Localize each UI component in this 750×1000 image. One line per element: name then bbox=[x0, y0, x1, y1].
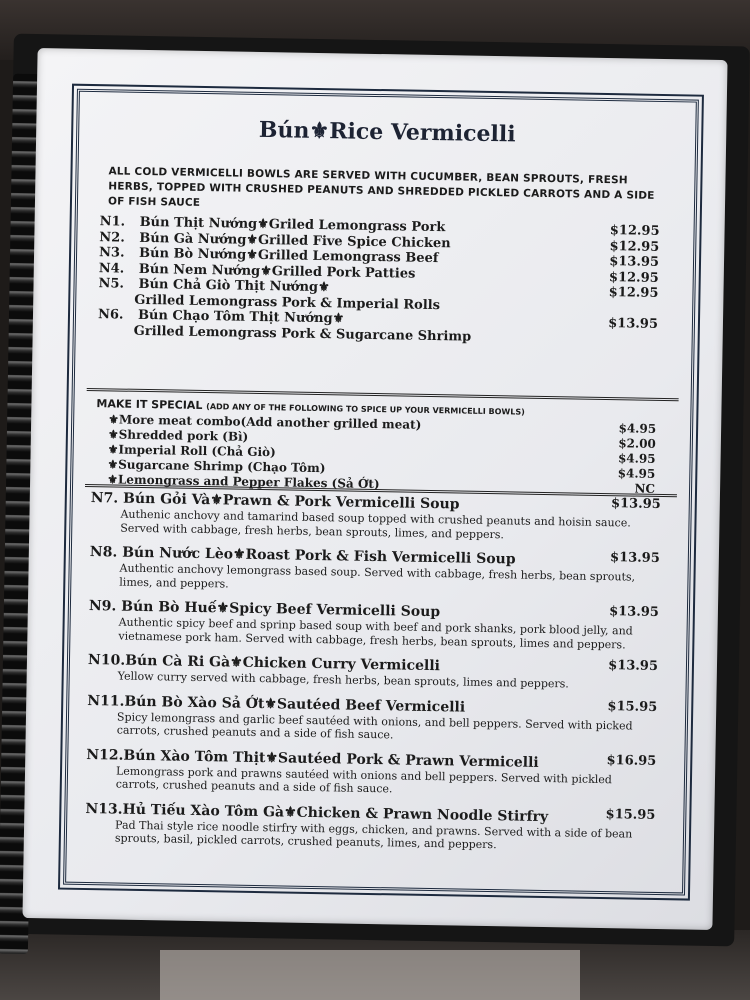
menu-binder bbox=[0, 34, 750, 947]
item-name: N11.Bún Bò Xào Sả Ớt⚜Sautéed Beef Vermicelli bbox=[87, 692, 466, 716]
item-code bbox=[98, 323, 138, 324]
menu-intro: ALL COLD VERMICELLI BOWLS ARE SERVED WITH CUCUMBER, BEAN SPROUTS, FRESH HERBS, TOPPED WITH CRUSHED PEANUTS AND SHREDDED PICKLED CARROTS AND A SIDE OF FISH SAUCE bbox=[107, 165, 655, 209]
floor-area bbox=[160, 950, 580, 1000]
item-price: $12.95 bbox=[609, 238, 660, 255]
item-code: N6. bbox=[97, 307, 124, 323]
add-on-name: ⚜More meat combo(Add another grilled meat) bbox=[108, 412, 422, 432]
item-price: $15.95 bbox=[605, 806, 656, 823]
item-name: Bún Nem Nướng⚜Grilled Pork Patties bbox=[138, 261, 416, 282]
fleur-de-lis-icon: ⚜ bbox=[309, 117, 330, 145]
vermicelli-bowl-list bbox=[98, 214, 660, 348]
add-on-price: $2.00 bbox=[618, 436, 656, 451]
item-name: N9. Bún Bò Huế⚜Spicy Beef Vermicelli Soup bbox=[88, 598, 441, 621]
add-on-name: ⚜Shredded pork (Bì) bbox=[107, 427, 249, 444]
menu-page bbox=[63, 89, 699, 896]
add-on-price: $4.95 bbox=[617, 451, 656, 466]
plastic-sleeve bbox=[22, 48, 727, 930]
special-title: MAKE IT SPECIAL bbox=[96, 397, 203, 412]
item-code: N3. bbox=[98, 245, 125, 261]
item-price: $13.95 bbox=[609, 254, 660, 270]
item-code bbox=[98, 292, 138, 293]
item-price: $15.95 bbox=[607, 698, 658, 715]
item-description: Authenic anchovy and tamarind based soup topped with crushed peanuts and hoisin sauce. Served with cabbage, fresh herbs, bean sprouts, limes, and peppers. bbox=[120, 507, 631, 541]
item-price: $12.95 bbox=[608, 285, 659, 301]
add-on-list bbox=[95, 412, 656, 497]
item-name: Bún Thịt Nướng⚜Griled Lemongrass Pork bbox=[139, 214, 446, 236]
item-description: Yellow curry served with cabbage, fresh herbs, bean sprouts, limes and peppers. bbox=[117, 669, 569, 691]
item-name: N7. Bún Gỏi Và⚜Prawn & Pork Vermicelli Soup bbox=[90, 490, 460, 513]
item-description: Authentic spicy beef and sprinp based soup with beef and pork shanks, pork blood jelly, and vietnamese pork ham. Served with cabbage, fresh herbs, bean sprouts, limes and peppers. bbox=[118, 615, 633, 651]
menu-title bbox=[79, 114, 695, 151]
menu-item bbox=[88, 598, 659, 652]
item-name: N13.Hủ Tiếu Xào Tôm Gà⚜Chicken & Prawn Noodle Stirfry bbox=[85, 800, 549, 825]
item-code: N4. bbox=[98, 260, 125, 277]
item-name: Bún Chạo Tôm Thịt Nướng⚜ bbox=[137, 307, 345, 327]
item-name: Bún Chả Giò Thịt Nướng⚜ bbox=[138, 276, 330, 296]
item-description: Authentic anchovy lemongrass based soup. Served with cabbage, fresh herbs, bean sprouts, limes, and peppers. bbox=[119, 561, 636, 590]
item-name: N8. Bún Nước Lèo⚜Roast Pork & Fish Vermicelli Soup bbox=[89, 544, 516, 568]
item-name: Bún Gà Nướng⚜Grilled Five Spice Chicken bbox=[139, 230, 451, 251]
add-on-price: NC bbox=[634, 481, 656, 496]
soup-and-stirfry-list bbox=[85, 490, 661, 864]
title-english: Rice Vermicelli bbox=[328, 118, 516, 148]
item-price: $13.95 bbox=[609, 550, 660, 566]
item-description: Lemongrass pork and prawns sautéed with onions and bell peppers. Served with pickled carrots, crushed peanuts and a side of fish sauce. bbox=[115, 764, 613, 796]
menu-item bbox=[88, 652, 658, 692]
add-on-name: ⚜Lemongrass and Pepper Flakes (Sả Ớt) bbox=[107, 472, 380, 492]
menu-item bbox=[87, 693, 658, 747]
item-price: $13.95 bbox=[610, 496, 661, 513]
item-name: Bún Bò Nướng⚜Grilled Lemongrass Beef bbox=[138, 245, 439, 267]
item-description: Pad Thai style rice noodle stirfry with eggs, chicken, and prawns. Served with a side of bean sprouts, basil, pickled carrots, crushed peanuts, limes, and peppers. bbox=[114, 818, 633, 852]
item-name: Grilled Lemongrass Pork & Sugarcane Shrimp bbox=[133, 323, 472, 345]
menu-item bbox=[85, 801, 656, 855]
item-price: $13.95 bbox=[608, 658, 659, 674]
item-price: $13.95 bbox=[609, 604, 660, 620]
title-vietnamese: Bún bbox=[258, 116, 310, 144]
menu-item bbox=[89, 544, 660, 598]
item-name: Grilled Lemongrass Pork & Imperial Rolls bbox=[134, 292, 441, 313]
add-on-name: ⚜Sugarcane Shrimp (Chạo Tôm) bbox=[107, 457, 326, 476]
item-code: N2. bbox=[99, 229, 125, 246]
add-on-price: $4.95 bbox=[617, 466, 656, 481]
item-code: N5. bbox=[98, 276, 125, 292]
item-code: N1. bbox=[99, 214, 126, 230]
item-price: $13.95 bbox=[608, 316, 659, 332]
special-note: (ADD ANY OF THE FOLLOWING TO SPICE UP YOUR VERMICELLI BOWLS) bbox=[206, 402, 525, 417]
item-price: $16.95 bbox=[606, 752, 657, 769]
item-name: N10.Bún Cà Ri Gà⚜Chicken Curry Vermicelli bbox=[87, 652, 441, 675]
item-name: N12.Bún Xào Tôm Thịt⚜Sautéed Pork & Prawn Vermicelli bbox=[86, 746, 539, 771]
menu-item bbox=[86, 747, 657, 801]
item-price: $12.95 bbox=[609, 223, 660, 239]
add-on-name: ⚜Imperial Roll (Chả Giò) bbox=[107, 442, 276, 460]
item-price: $12.95 bbox=[608, 269, 659, 286]
item-description: Spicy lemongrass and garlic beef sautéed with onions, and bell peppers. Served with picked carrots, crushed peanuts and a side of fish sauce. bbox=[116, 710, 633, 742]
menu-item bbox=[90, 490, 661, 544]
add-on-price: $4.95 bbox=[618, 421, 657, 436]
